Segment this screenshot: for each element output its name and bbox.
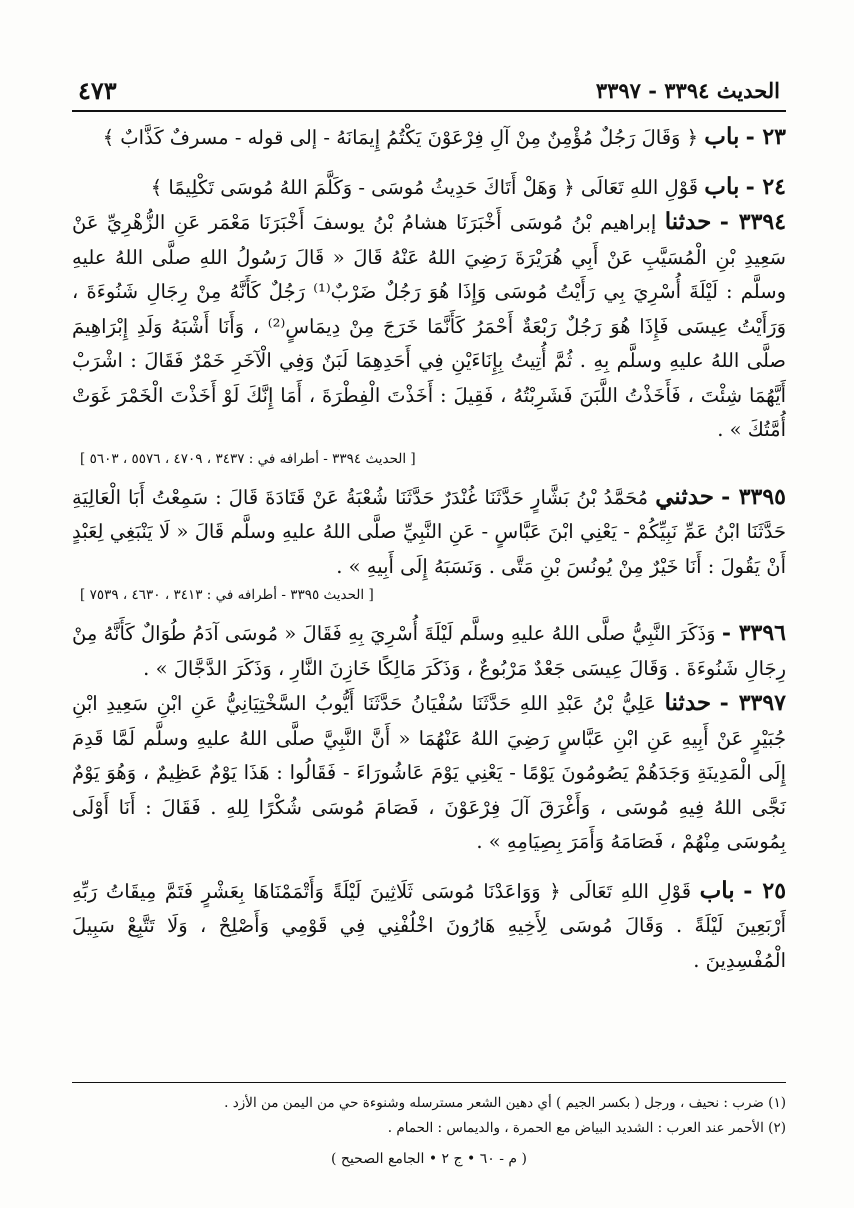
hadith-3396-number: ٣٣٩٦ - <box>721 620 786 646</box>
hadith-3395-reference: [ الحديث ٣٣٩٥ - أطرافه في : ٣٤١٣ ، ٤٦٣٠ ، ٧٥٣٩ ] <box>80 587 374 603</box>
footnote-2: (٢) الأحمر عند العرب : الشديد البياض مع الحمرة ، والديماس : الحمام . <box>387 1120 786 1136</box>
bab-23-keyword: باب <box>704 123 740 150</box>
hadith-3395-keyword: حدثني <box>655 482 715 510</box>
page-number: ٤٧٣ <box>78 75 117 105</box>
bab-23-text: ﴿ وَقَالَ رَجُلٌ مُؤْمِنٌ مِنْ آلِ فِرْعَوْنَ يَكْتُمُ إِيمَانَهُ - إلى قوله - مسرفٌ كَذَّابٌ ﴾ <box>102 126 699 149</box>
footnotes <box>72 1082 786 1172</box>
bab-25 <box>72 874 786 979</box>
hadith-3394-text: إبراهيم بْنُ مُوسَى أَخْبَرَنَا هشامُ بْنُ يوسفَ أَخْبَرَنَا مَعْمَر عَنِ الزُّهْرِيِّ عَنْ سَعِيدِ بْنِ الْمُسَيَّبِ عَنْ أَبِي هُرَيْرَةَ رَضِيَ اللهُ عَنْهُ قَالَ « قَالَ رَسُولُ اللهِ صلَّى اللهُ عليهِ وسلَّم : لَيْلَةَ أُسْرِيَ بِي رَأَيْتُ مُوسَى وَإِذَا هُوَ رَجُلٌ ضَرْبٌ⁽¹⁾ رَجُلٌ كَأَنَّهُ مِنْ رِجَالِ شَنُوءَةَ ، وَرَأَيْتُ عِيسَى فَإِذَا هُوَ رَجُلٌ رَبْعَةٌ أَحْمَرُ كَأَنَّمَا خَرَجَ مِنْ دِيمَاسٍ⁽²⁾ ، وَأَنَا أَشْبَهُ وَلَدِ إِبْرَاهِيمَ صلَّى اللهُ عليهِ وسلَّم بِهِ . ثُمَّ أُتِيتُ بِإِنَاءَيْنِ فِي أَحَدِهِمَا لَبَنٌ وَفِي الْآخَرِ خَمْرٌ فَقَالَ : اشْرَبْ أَيَّهُمَا شِئْتَ ، فَأَخَذْتُ اللَّبَنَ فَشَرِبْتُهُ ، فَقِيلَ : أَخَذْتَ الْفِطْرَةَ ، أَمَا إِنَّكَ لَوْ أَخَذْتَ الْخَمْرَ غَوَتْ أُمَّتُكَ » . <box>72 211 786 441</box>
hadith-3397 <box>72 686 786 860</box>
bab-24-text: قَوْلِ اللهِ تَعَالَى ﴿ وَهَلْ أَتَاكَ حَدِيثُ مُوسَى - وَكَلَّمَ اللهُ مُوسَى تَكْلِيمًا ﴾ <box>150 175 699 199</box>
hadith-3397-number: ٣٣٩٧ - <box>719 690 786 716</box>
hadith-3397-text: عَلِيُّ بْنُ عَبْدِ اللهِ حَدَّثَنَا سُفْيَانُ حَدَّثَنَا أَيُّوبُ السَّخْتِيَانِيُّ عَنِ ابْنِ سَعِيدِ ابْنِ جُبَيْرٍ عَنْ أَبِيهِ عَنِ ابْنِ عَبَّاسٍ رَضِيَ اللهُ عَنْهُمَا « أَنَّ النَّبِيَّ صلَّى اللهُ عليهِ وسلَّم لَمَّا قَدِمَ إِلَى الْمَدِينَةِ وَجَدَهُمْ يَصُومُونَ يَوْمًا - يَعْنِي يَوْمَ عَاشُورَاءَ - فَقَالُوا : هَذَا يَوْمٌ عَظِيمٌ ، وَهُوَ يَوْمٌ نَجَّى اللهُ فِيهِ مُوسَى ، وَأَغْرَقَ آلَ فِرْعَوْنَ ، فَصَامَ مُوسَى شُكْرًا لِلهِ . فَقَالَ : أَنَا أَوْلَى بِمُوسَى مِنْهُمْ ، فَصَامَهُ وَأَمَرَ بِصِيَامِهِ » . <box>72 692 786 853</box>
hadith-3395-number: ٣٣٩٥ - <box>721 483 786 510</box>
bab-24-keyword: باب <box>704 172 740 200</box>
hadith-3396 <box>72 616 786 686</box>
hadith-3394-number: ٣٣٩٤ - <box>719 209 787 235</box>
hadith-3394-reference: [ الحديث ٣٣٩٤ - أطرافه في : ٣٤٣٧ ، ٤٧٠٩ ، ٥٥٧٦ ، ٥٦٠٣ ] <box>80 450 416 467</box>
page-header <box>72 70 786 112</box>
running-title: الحديث ٣٣٩٤ - ٣٣٩٧ <box>595 77 780 103</box>
hadith-3397-keyword: حدثنا <box>664 689 712 716</box>
printer-signature: ( م - ٦٠ • ج ٢ • الجامع الصحيح ) <box>331 1151 527 1167</box>
page-body <box>72 120 786 978</box>
hadith-3394-keyword: حدثنا <box>664 208 712 235</box>
hadith-3395-text: مُحَمَّدُ بْنُ بَشَّارٍ حَدَّثَنَا غُنْدَرٌ حَدَّثَنَا شُعْبَةُ عَنْ قَتَادَةَ قَالَ : سَمِعْتُ أَبَا الْعَالِيَةِ حَدَّثَنَا ابْنُ عَمِّ نَبِيِّكُمْ - يَعْنِي ابْنَ عَبَّاسٍ - عَنِ النَّبِيِّ صلَّى اللهُ عليهِ وسلَّم قَالَ « لَا يَنْبَغِي لِعَبْدٍ أَنْ يَقُولَ : أَنَا خَيْرٌ مِنْ يُونُسَ بْنِ مَتَّى . وَنَسَبَهُ إِلَى أَبِيهِ » . <box>72 485 786 578</box>
bab-23-number: ٢٣ - <box>745 124 786 150</box>
footnote-1: (١) ضرب : نحيف ، ورجل ( بكسر الجيم ) أي دهين الشعر مسترسله وشنوءة حي من اليمن من الأزد . <box>224 1095 786 1111</box>
hadith-3396-text: وَذَكَرَ النَّبِيُّ صلَّى اللهُ عليهِ وسلَّم لَيْلَةَ أُسْرِيَ بِهِ فَقَالَ « مُوسَى آدَمُ طُوَالٌ كَأَنَّهُ مِنْ رِجَالِ شَنُوءَةَ . وَقَالَ عِيسَى جَعْدٌ مَرْبُوعٌ ، وَذَكَرَ مَالِكًا خَازِنَ النَّارِ ، وَذَكَرَ الدَّجَّالَ » . <box>72 622 786 680</box>
bab-25-number: ٢٥ - <box>743 877 787 904</box>
bab-25-keyword: باب <box>699 876 735 904</box>
bab-25-text: قَوْلِ اللهِ تَعَالَى ﴿ وَوَاعَدْنَا مُوسَى ثَلَاثِينَ لَيْلَةً وَأَتْمَمْنَاهَا بِعَشْرٍ فَتَمَّ مِيقَاتُ رَبِّهِ أَرْبَعِينَ لَيْلَةً . وَقَالَ مُوسَى لِأَخِيهِ هَارُونَ اخْلُفْنِي فِي قَوْمِي وَأَصْلِحْ ، وَلَا تَتَّبِعْ سَبِيلَ الْمُفْسِدِينَ . <box>72 879 786 972</box>
bab-24-number: ٢٤ - <box>745 173 786 200</box>
hadith-3394 <box>72 205 786 448</box>
bab-23 <box>72 120 786 156</box>
bab-24 <box>72 170 786 206</box>
hadith-3395 <box>72 480 786 585</box>
